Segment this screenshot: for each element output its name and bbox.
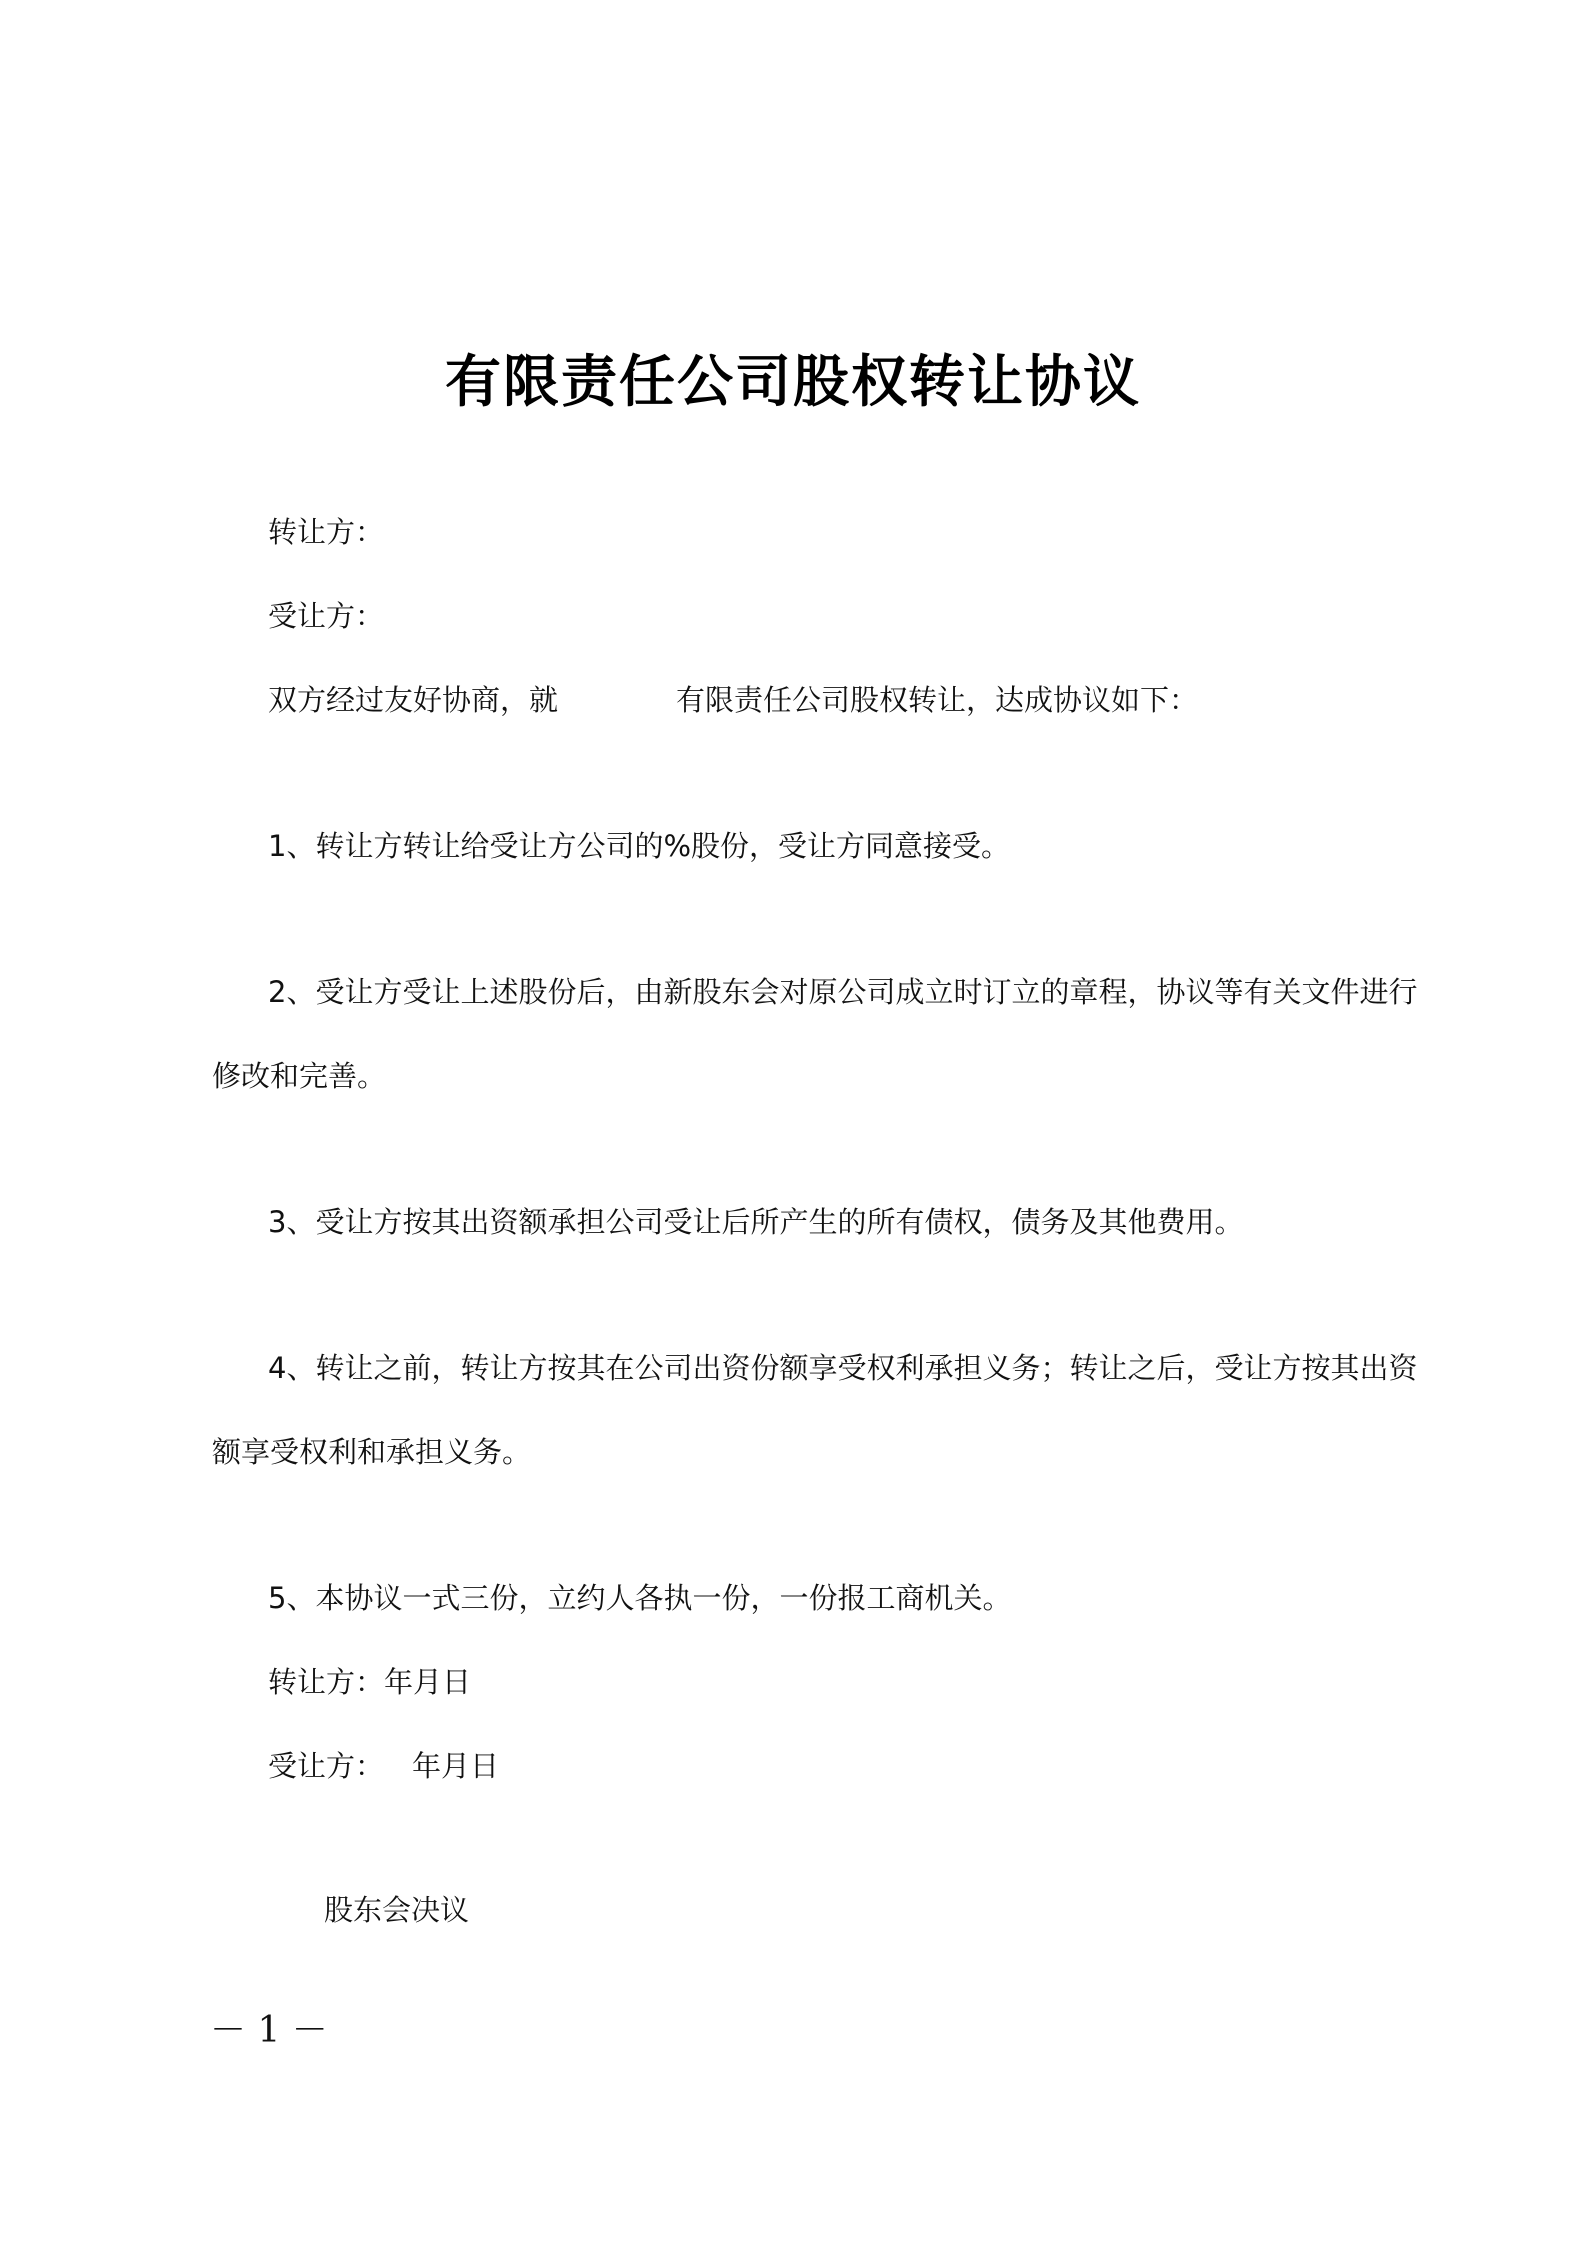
document-title: 有限责任公司股权转让协议 bbox=[445, 350, 1141, 415]
signature-transferor-date: 年月日 bbox=[384, 1665, 472, 1699]
transferor-label: 转让方： bbox=[268, 515, 385, 549]
signature-transferee bbox=[268, 1746, 499, 1786]
clause-2-line-1: 2、受让方受让上述股份后，由新股东会对原公司成立时订立的章程，协议等有关文件进行 bbox=[268, 975, 1418, 1009]
transferor-field bbox=[268, 512, 384, 552]
signature-transferor-label: 转让方： bbox=[268, 1665, 385, 1699]
signature-transferor bbox=[268, 1662, 471, 1702]
clause-4-line-1: 4、转让之前，转让方按其在公司出资份额享受权利承担义务；转让之后，受让方按其出资 bbox=[268, 1351, 1418, 1385]
clause-2-line-2: 修改和完善。 bbox=[212, 1059, 387, 1093]
transferee-field bbox=[268, 596, 384, 636]
clause-3: 3、受让方按其出资额承担公司受让后所产生的所有债权，债务及其他费用。 bbox=[268, 1205, 1244, 1239]
page-number: － 1 － bbox=[210, 2010, 328, 2051]
shareholder-resolution-heading: 股东会决议 bbox=[324, 1893, 470, 1927]
intro-text-part1: 双方经过友好协商，就 bbox=[268, 683, 559, 717]
clause-5: 5、本协议一式三份，立约人各执一份，一份报工商机关。 bbox=[268, 1581, 1012, 1615]
transferee-label: 受让方： bbox=[268, 599, 385, 633]
signature-transferee-date: 年月日 bbox=[412, 1749, 500, 1783]
intro-paragraph bbox=[268, 680, 1198, 720]
intro-text-part2: 有限责任公司股权转让，达成协议如下： bbox=[676, 683, 1199, 717]
clause-4-line-2: 额享受权利和承担义务。 bbox=[212, 1435, 532, 1469]
clause-1: 1、转让方转让给受让方公司的%股份，受让方同意接受。 bbox=[268, 829, 1011, 863]
signature-transferee-label: 受让方： bbox=[268, 1749, 385, 1783]
